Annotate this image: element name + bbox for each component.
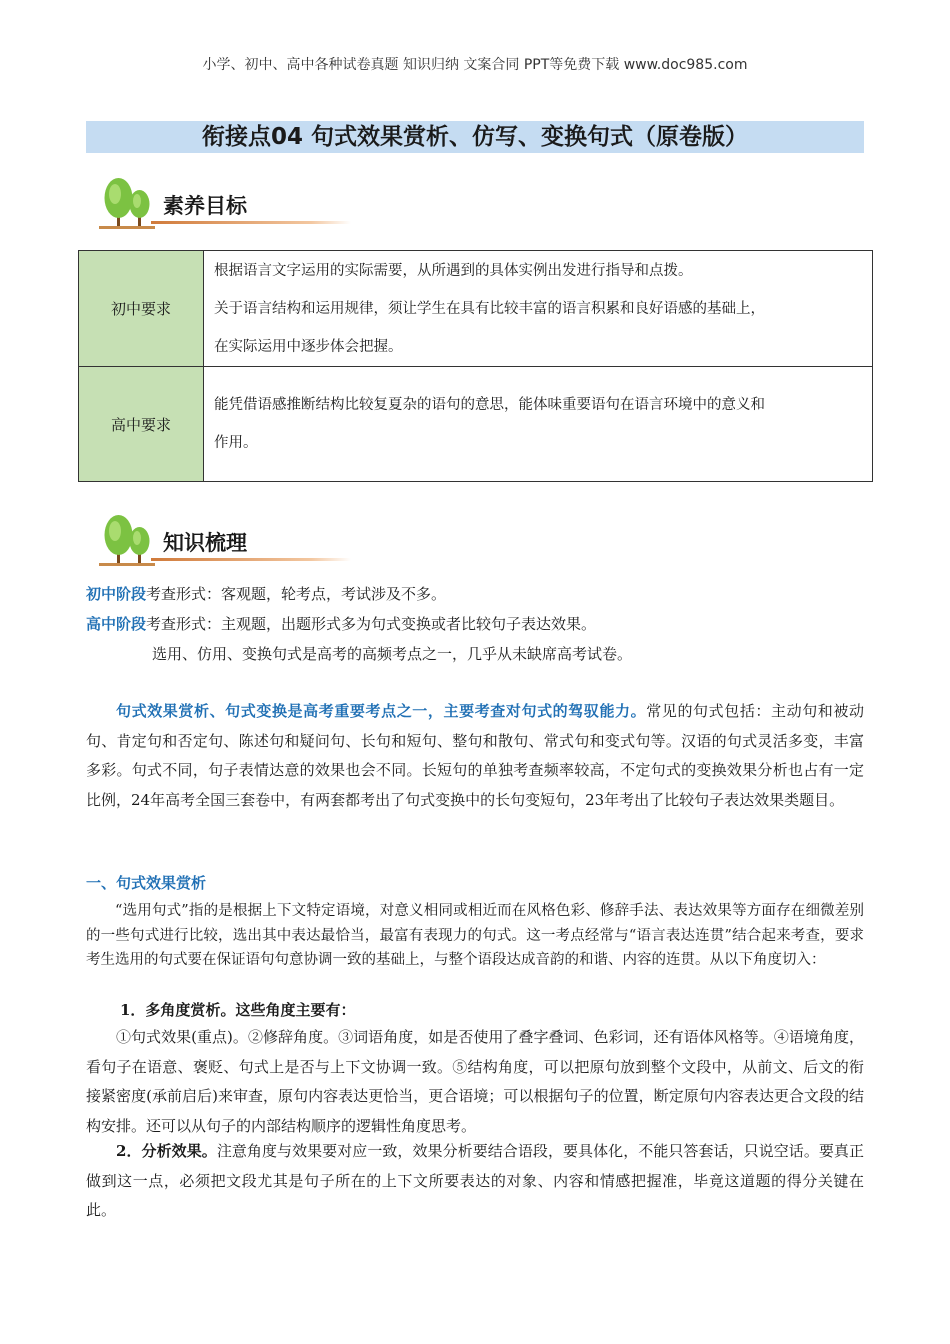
- stage-line: [86, 610, 864, 639]
- section-heading-goals: [95, 176, 305, 232]
- stage-name: 高中阶段: [86, 615, 147, 633]
- row-label: 高中要求: [79, 367, 204, 482]
- point-label: 2．分析效果。: [116, 1142, 217, 1160]
- header-banner: 小学、初中、高中各种试卷真题 知识归纳 文案合同 PPT等免费下载 www.doc985.com: [202, 57, 748, 73]
- row-line: 根据语言文字运用的实际需要，从所遇到的具体实例出发进行指导和点拨。: [214, 262, 693, 279]
- page-title: 衔接点04 句式效果赏析、仿写、变换句式（原卷版）: [86, 121, 864, 153]
- tree-icon: [95, 176, 159, 232]
- row-line: 在实际运用中逐步体会把握。: [214, 338, 403, 355]
- row-label: 初中要求: [79, 251, 204, 367]
- table-row: [79, 367, 873, 482]
- stage-line: [86, 580, 864, 609]
- stage-name: 初中阶段: [86, 585, 147, 603]
- heading-underline: [151, 558, 351, 561]
- table-row: [79, 251, 873, 367]
- row-line: 作用。: [214, 435, 258, 451]
- paragraph: “选用句式”指的是根据上下文特定语境，对意义相同或相近而在风格色彩、修辞手法、表达效果等方面存在细微差别的一些句式进行比较，选出其中表达最恰当，最富有表现力的句式。这一考点经常与“语言表达连贯”结合起来考查，要求考生选用的句式要在保证语句句意协调一致的基础上，与整个语段达成音韵的和谐、内容的连贯。从以下角度切入：: [86, 903, 864, 968]
- point-title: [86, 996, 864, 1026]
- stage-note: 选用、仿用、变换句式是高考的高频考点之一，几乎从未缺席高考试卷。: [152, 645, 633, 663]
- heading-underline: [151, 221, 351, 224]
- subheading: 一、句式效果赏析: [86, 874, 207, 892]
- stage-text: 考查形式：客观题，轮考点，考试涉及不多。: [146, 585, 447, 603]
- row-line: 能凭借语感推断结构比较复夏杂的语句的意思，能体味重要语句在语言环境中的意义和: [214, 397, 765, 413]
- intro-paragraph: [86, 697, 864, 815]
- paragraph: ①句式效果(重点)。②修辞角度。③词语角度，如是否使用了叠字叠词、色彩词，还有语体风格等。④语境角度，看句子在语意、褒贬、句式上是否与上下文协调一致。⑤结构角度，可以把原句放到整个文段中，从前文、后文的衔接紧密度(承前启后)来审查，原句内容表达更恰当，更合语境；可以根据句子的位置，断定原句内容表达更合文段的结构安排。还可以从句子的内部结构顺序的逻辑性角度思考。: [86, 1028, 864, 1135]
- section-heading-knowledge: [95, 513, 305, 569]
- row-content: [204, 367, 873, 482]
- intro-text: 常见的句式包括：主动句和被动句、肯定句和否定句、陈述句和疑问句、长句和短句、整句和散句、常式句和变式句等。汉语的句式灵活多变，丰富多彩。句式不同，句子表情达意的效果也会不同。长短句的单独考查频率较高，不定句式的变换效果分析也占有一定比例，24年高考全国三套卷中，有两套都考出了句式变换中的长句变短句，23年考出了比较句子表达效果类题目。: [86, 702, 864, 809]
- section-title: 知识梳理: [163, 531, 247, 555]
- point-label: 1．多角度赏析。这些角度主要有：: [120, 1001, 356, 1019]
- point-paragraph: [86, 1137, 864, 1226]
- row-content: [204, 251, 873, 367]
- intro-highlight: 句式效果赏析、句式变换是高考重要考点之一，主要考查对句式的驾驭能力。: [116, 702, 647, 720]
- stage-text: 考查形式：主观题，出题形式多为句式变换或者比较句子表达效果。: [146, 615, 597, 633]
- row-line: 关于语言结构和运用规律，须让学生在具有比较丰富的语言积累和良好语感的基础上，: [214, 300, 765, 317]
- requirements-table: [78, 250, 873, 482]
- point-text: 注意角度与效果要对应一致，效果分析要结合语段，要具体化，不能只答套话，只说空话。要真正做到这一点，必须把文段尤其是句子所在的上下文所要表达的对象、内容和情感把握准，毕竟这道题的得分关键在此。: [86, 1142, 864, 1219]
- tree-icon: [95, 513, 159, 569]
- section-title: 素养目标: [163, 194, 247, 218]
